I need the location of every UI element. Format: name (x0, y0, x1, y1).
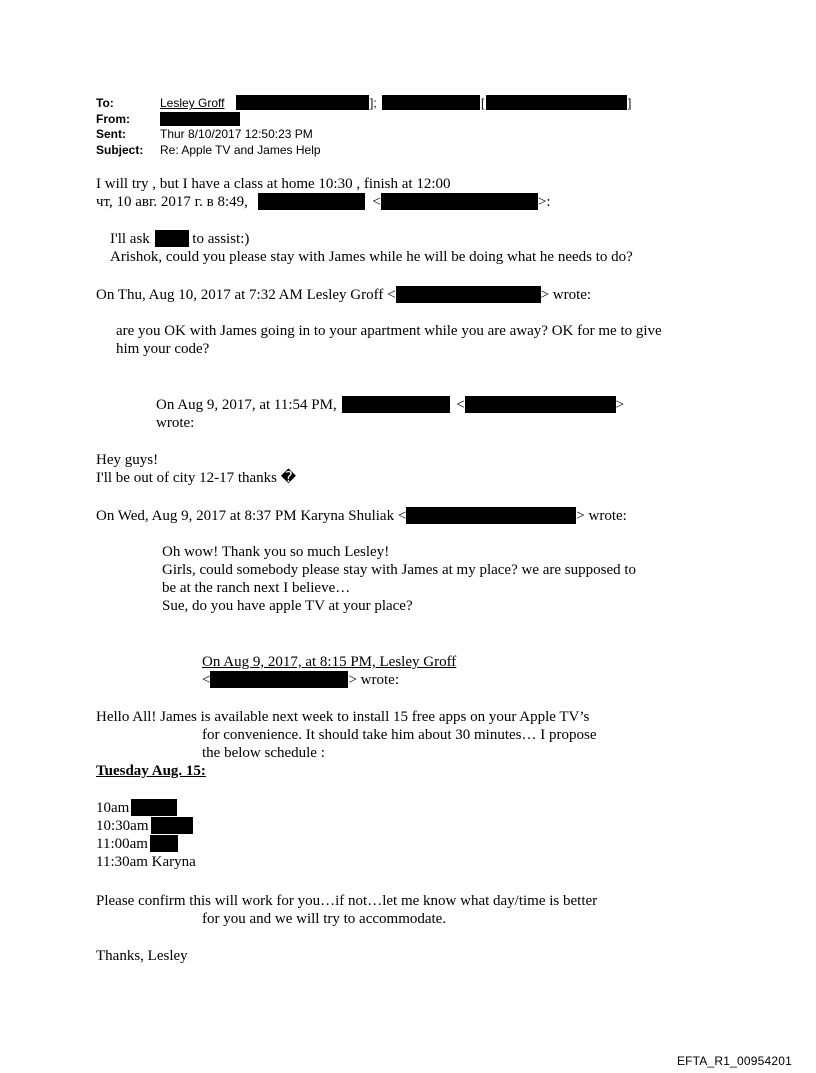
subject-label: Subject: (96, 143, 144, 157)
schedule-item: 11:30am Karyna (96, 854, 196, 870)
angle-bracket: < (372, 194, 381, 210)
document-id: EFTA_R1_00954201 (676, 1054, 792, 1068)
text: 10:30am (96, 818, 149, 834)
redaction-bar (382, 95, 480, 110)
text: On Wed, Aug 9, 2017 at 8:37 PM Karyna Shuliak < (96, 508, 407, 524)
redaction-bar (160, 112, 240, 126)
body-line (110, 230, 249, 248)
subject-value: Re: Apple TV and James Help (160, 143, 321, 157)
redaction-bar (396, 286, 541, 303)
signature-line: Thanks, Lesley (96, 948, 188, 964)
body-line: Oh wow! Thank you so much Lesley! (162, 544, 390, 560)
text: > wrote: (540, 287, 592, 303)
text: I'll ask (110, 231, 150, 247)
sent-label: Sent: (96, 127, 126, 141)
body-line (96, 507, 627, 525)
body-line (96, 286, 591, 304)
schedule-heading: Tuesday Aug. 15: (96, 763, 206, 779)
to-separator: [ (481, 96, 485, 110)
angle-bracket: > (615, 397, 625, 413)
body-line: Girls, could somebody please stay with James at my place? we are supposed to (162, 562, 637, 578)
redaction-bar (150, 835, 178, 852)
to-separator: ]; (370, 96, 377, 110)
body-line: wrote: (156, 415, 195, 431)
redaction-bar (406, 507, 576, 524)
text: 10am (96, 800, 130, 816)
body-line: the below schedule : (202, 745, 325, 761)
body-line: Please confirm this will work for you…if not…let me know what day/time is better (96, 893, 598, 909)
body-line: Hello All! James is available next week to install 15 free apps on your Apple TV’s (96, 709, 590, 725)
body-line: him your code? (116, 341, 210, 357)
redaction-bar (258, 193, 365, 210)
redaction-bar (236, 95, 369, 110)
to-label: To: (96, 96, 114, 110)
body-line: On Aug 9, 2017, at 8:15 PM, Lesley Groff (202, 654, 457, 670)
body-line: I will try , but I have a class at home 10:30 , finish at 12:00 (96, 176, 451, 192)
to-separator: ] (628, 96, 632, 110)
angle-bracket: >: (537, 194, 551, 210)
redaction-bar (486, 95, 627, 110)
schedule-item (96, 835, 178, 853)
redaction-bar (151, 817, 193, 834)
body-line: I'll be out of city 12-17 thanks � (96, 470, 297, 486)
body-line (96, 193, 551, 211)
body-line: Sue, do you have apple TV at your place? (162, 598, 413, 614)
redaction-bar (342, 396, 450, 413)
redaction-bar (155, 230, 189, 247)
schedule-item (96, 817, 193, 835)
text: > wrote: (576, 508, 627, 524)
text: On Thu, Aug 10, 2017 at 7:32 AM Lesley Groff < (96, 287, 396, 303)
text: On Aug 9, 2017, at 11:54 PM, (156, 397, 337, 413)
text: to assist:) (192, 231, 250, 247)
body-line: Hey guys! (96, 452, 159, 468)
body-line: Arishok, could you please stay with James while he will be doing what he needs to do? (110, 249, 633, 265)
schedule-item (96, 799, 177, 817)
body-line: are you OK with James going in to your apartment while you are away? OK for me to give (116, 323, 662, 339)
redaction-bar (131, 799, 177, 816)
text: 11:00am (96, 836, 148, 852)
text: > wrote: (348, 672, 399, 688)
redaction-bar (381, 193, 538, 210)
to-value: Lesley Groff (160, 96, 225, 110)
body-line (202, 671, 399, 689)
body-line (156, 396, 624, 414)
quote-intro: чт, 10 авг. 2017 г. в 8:49, (96, 194, 248, 210)
body-line: for convenience. It should take him about 30 minutes… I propose (202, 727, 597, 743)
from-label: From: (96, 112, 130, 126)
angle-bracket: < (456, 397, 465, 413)
angle-bracket: < (202, 672, 211, 688)
body-line: be at the ranch next I believe… (162, 580, 351, 596)
redaction-bar (210, 671, 348, 688)
body-line: for you and we will try to accommodate. (202, 911, 447, 927)
redaction-bar (465, 396, 616, 413)
sent-value: Thur 8/10/2017 12:50:23 PM (160, 127, 313, 141)
